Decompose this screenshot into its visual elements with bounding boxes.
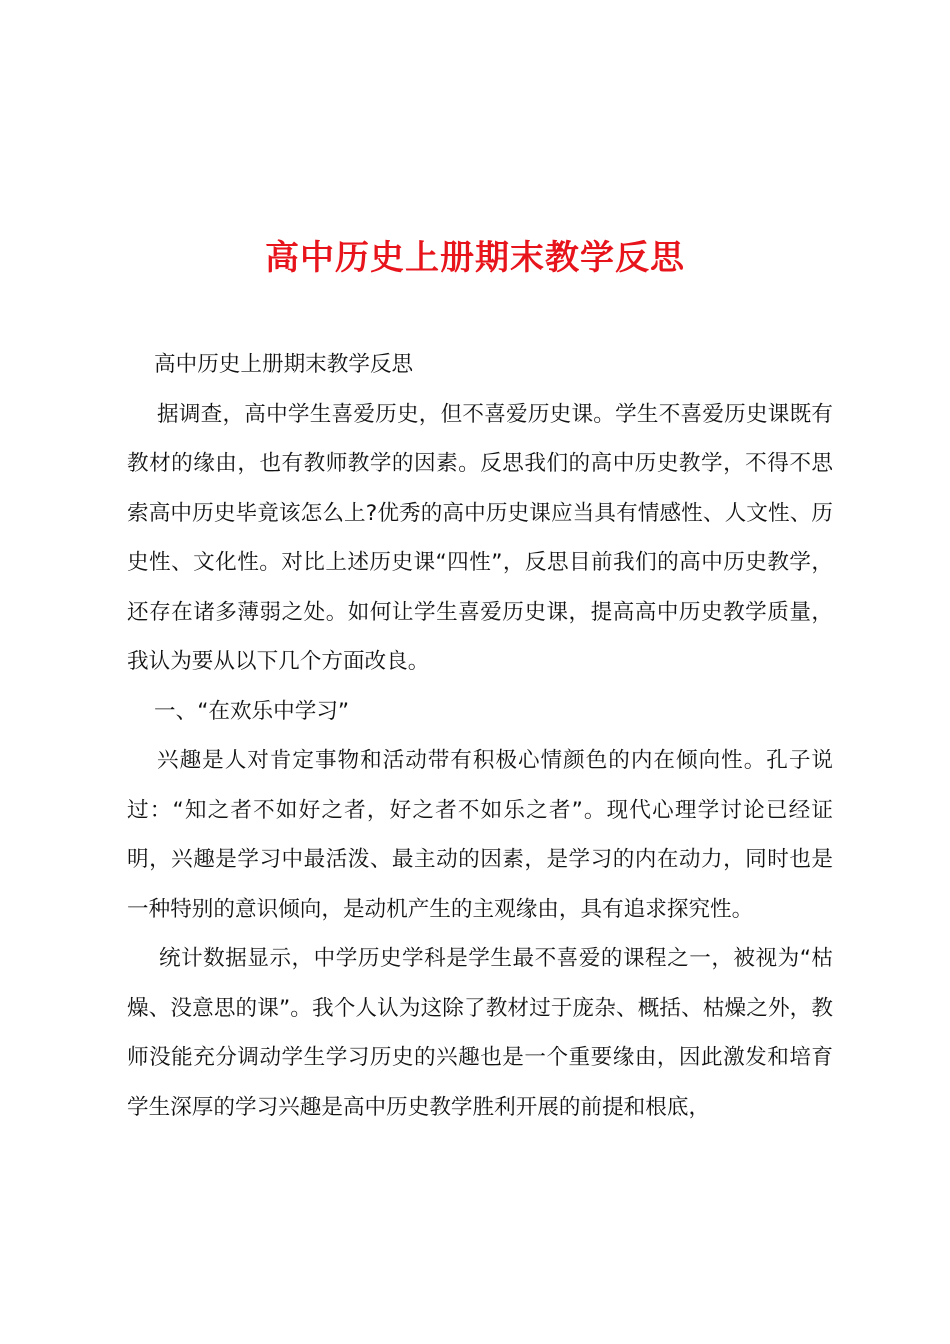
intro-paragraph: 据调查，高中学生喜爱历史，但不喜爱历史课。学生不喜爱历史课既有教材的缘由，也有教师教学的因素。反思我们的高中历史教学，不得不思索高中历史毕竟该怎么上?优秀的高中历史课应当具有情感性、人文性、历史性、文化性。对比上述历史课“四性”，反思目前我们的高中历史教学，还存在诸多薄弱之处。如何让学生喜爱历史课，提高高中历史教学质量，我认为要从以下几个方面改良。 <box>127 401 833 674</box>
interest-paragraph: 兴趣是人对肯定事物和活动带有积极心情颜色的内在倾向性。孔子说过：“知之者不如好之者，好之者不如乐之者”。现代心理学讨论已经证明，兴趣是学习中最活泼、最主动的因素，是学习的内在动力，同时也是一种特别的意识倾向，是动机产生的主观缘由，具有追求探究性。 <box>127 748 833 922</box>
subtitle-paragraph: 高中历史上册期末教学反思 <box>154 352 414 377</box>
statistics-paragraph: 统计数据显示，中学历史学科是学生最不喜爱的课程之一，被视为“枯燥、没意思的课”。我个人认为这除了教材过于庞杂、概括、枯燥之外，教师没能充分调动学生学习历史的兴趣也是一个重要缘由，因此激发和培育学生深厚的学习兴趣是高中历史教学胜利开展的前提和根底， <box>127 946 833 1120</box>
section-heading: 一、“在欢乐中学习” <box>154 698 350 724</box>
document-body <box>127 340 833 1132</box>
document-title: 高中历史上册期末教学反思 <box>265 237 685 278</box>
